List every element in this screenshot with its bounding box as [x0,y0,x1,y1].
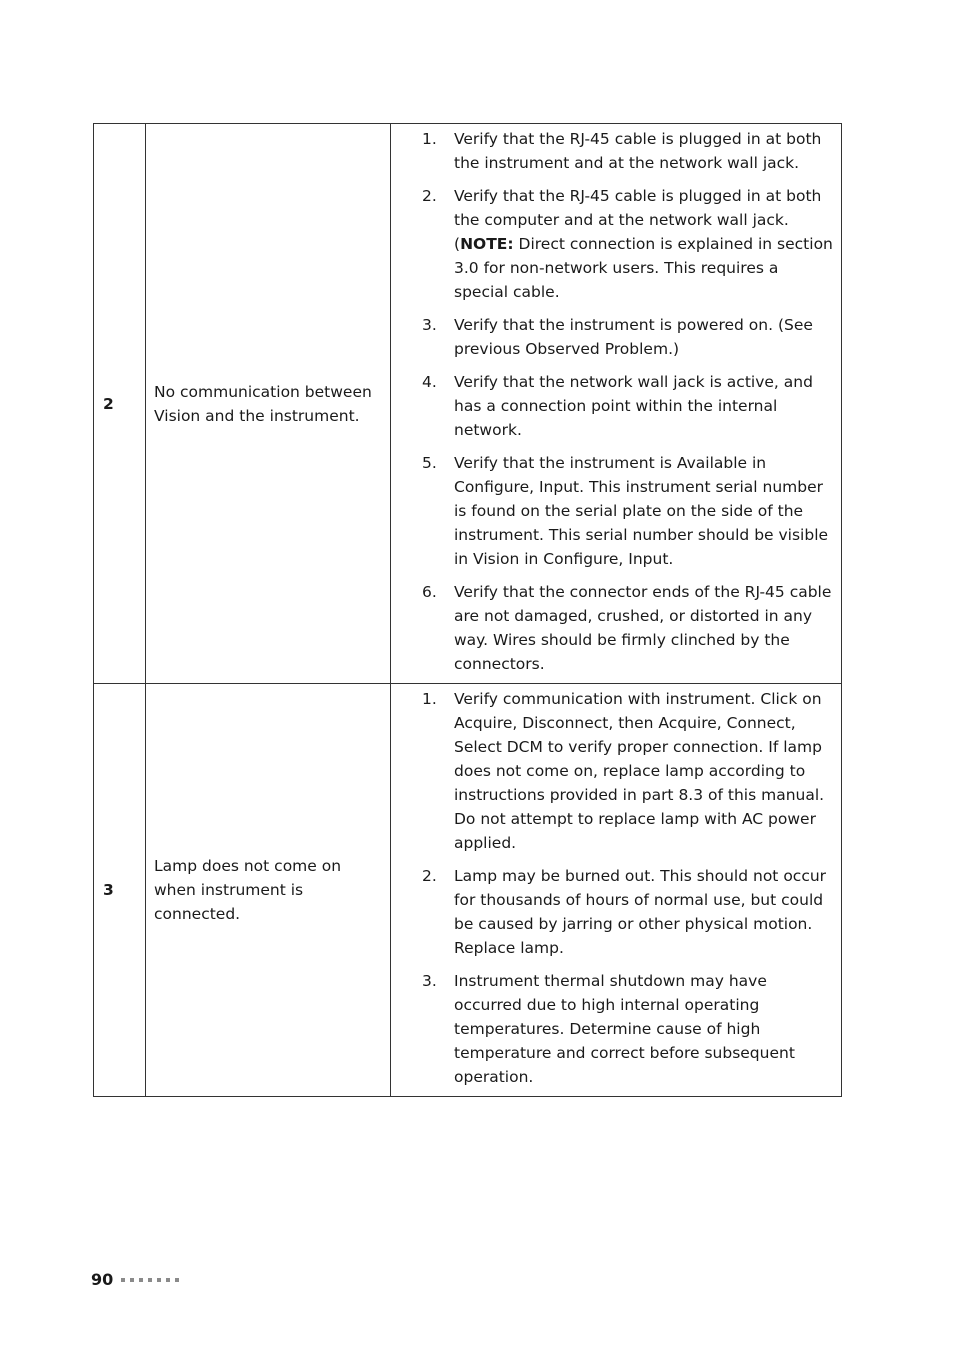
step-text: Verify that the network wall jack is active, and has a connection point within the internal network. [454,373,813,439]
list-item [391,313,833,361]
step-text: Verify that the connector ends of the RJ-45 cable are not damaged, crushed, or distorted in any way. Wires should be firmly clinched by the connectors. [454,583,832,673]
step-number: 3. [422,972,437,990]
list-item [391,451,833,571]
page-footer [91,1268,184,1292]
list-item [391,184,833,304]
row-number: 2 [94,124,146,684]
dot-icon [175,1278,179,1282]
table-row [94,684,842,1097]
solution-steps [391,687,833,1089]
list-item [391,370,833,442]
step-text [454,184,833,304]
step-number: 5. [422,454,437,472]
step-number: 6. [422,583,437,601]
page-number: 90 [91,1270,114,1289]
dot-icon [157,1278,161,1282]
list-item [391,687,833,855]
step-text: Verify that the instrument is Available in Configure, Input. This instrument serial number is found on the serial plate on the side of the instrument. This serial number should be visible in Vision in Configure, Input. [454,454,829,568]
dot-icon [139,1278,143,1282]
dot-icon [166,1278,170,1282]
note-label: NOTE: [460,235,514,253]
step-number: 3. [422,316,437,334]
list-item [391,864,833,960]
solution-steps [391,127,833,676]
row-number: 3 [94,684,146,1097]
step-text-part: Verify that the RJ-45 cable is plugged in at both the computer and at the network wall jack. ( [454,187,822,253]
step-number: 1. [422,690,437,708]
step-number: 2. [422,867,437,885]
dot-icon [121,1278,125,1282]
step-number: 1. [422,130,437,148]
step-text: Verify that the instrument is powered on. (See previous Observed Problem.) [454,316,813,358]
troubleshooting-table [93,123,842,1097]
list-item [391,580,833,676]
step-text: Verify communication with instrument. Click on Acquire, Disconnect, then Acquire, Connect, Select DCM to verify proper connection. If lamp does not come on, replace lamp according to instructions provided in part 8.3 of this manual. Do not attempt to replace lamp with AC power applied. [454,690,825,852]
observed-problem: No communication between Vision and the instrument. [146,124,391,684]
step-number: 4. [422,373,437,391]
step-text: Lamp may be burned out. This should not occur for thousands of hours of normal use, but could be caused by jarring or other physical motion. Replace lamp. [454,867,827,957]
list-item [391,127,833,175]
list-item [391,969,833,1089]
page-dots-decoration [121,1278,184,1282]
solution-cell [391,684,842,1097]
step-number: 2. [422,187,437,205]
step-text: Instrument thermal shutdown may have occurred due to high internal operating temperatures. Determine cause of high temperature and correct before subsequent operation. [454,972,795,1086]
dot-icon [130,1278,134,1282]
step-text-part: Direct connection is explained in section 3.0 for non-network users. This requires a special cable. [454,235,833,301]
dot-icon [148,1278,152,1282]
solution-cell [391,124,842,684]
table-row [94,124,842,684]
observed-problem: Lamp does not come on when instrument is connected. [146,684,391,1097]
step-text: Verify that the RJ-45 cable is plugged in at both the instrument and at the network wall jack. [454,130,822,172]
